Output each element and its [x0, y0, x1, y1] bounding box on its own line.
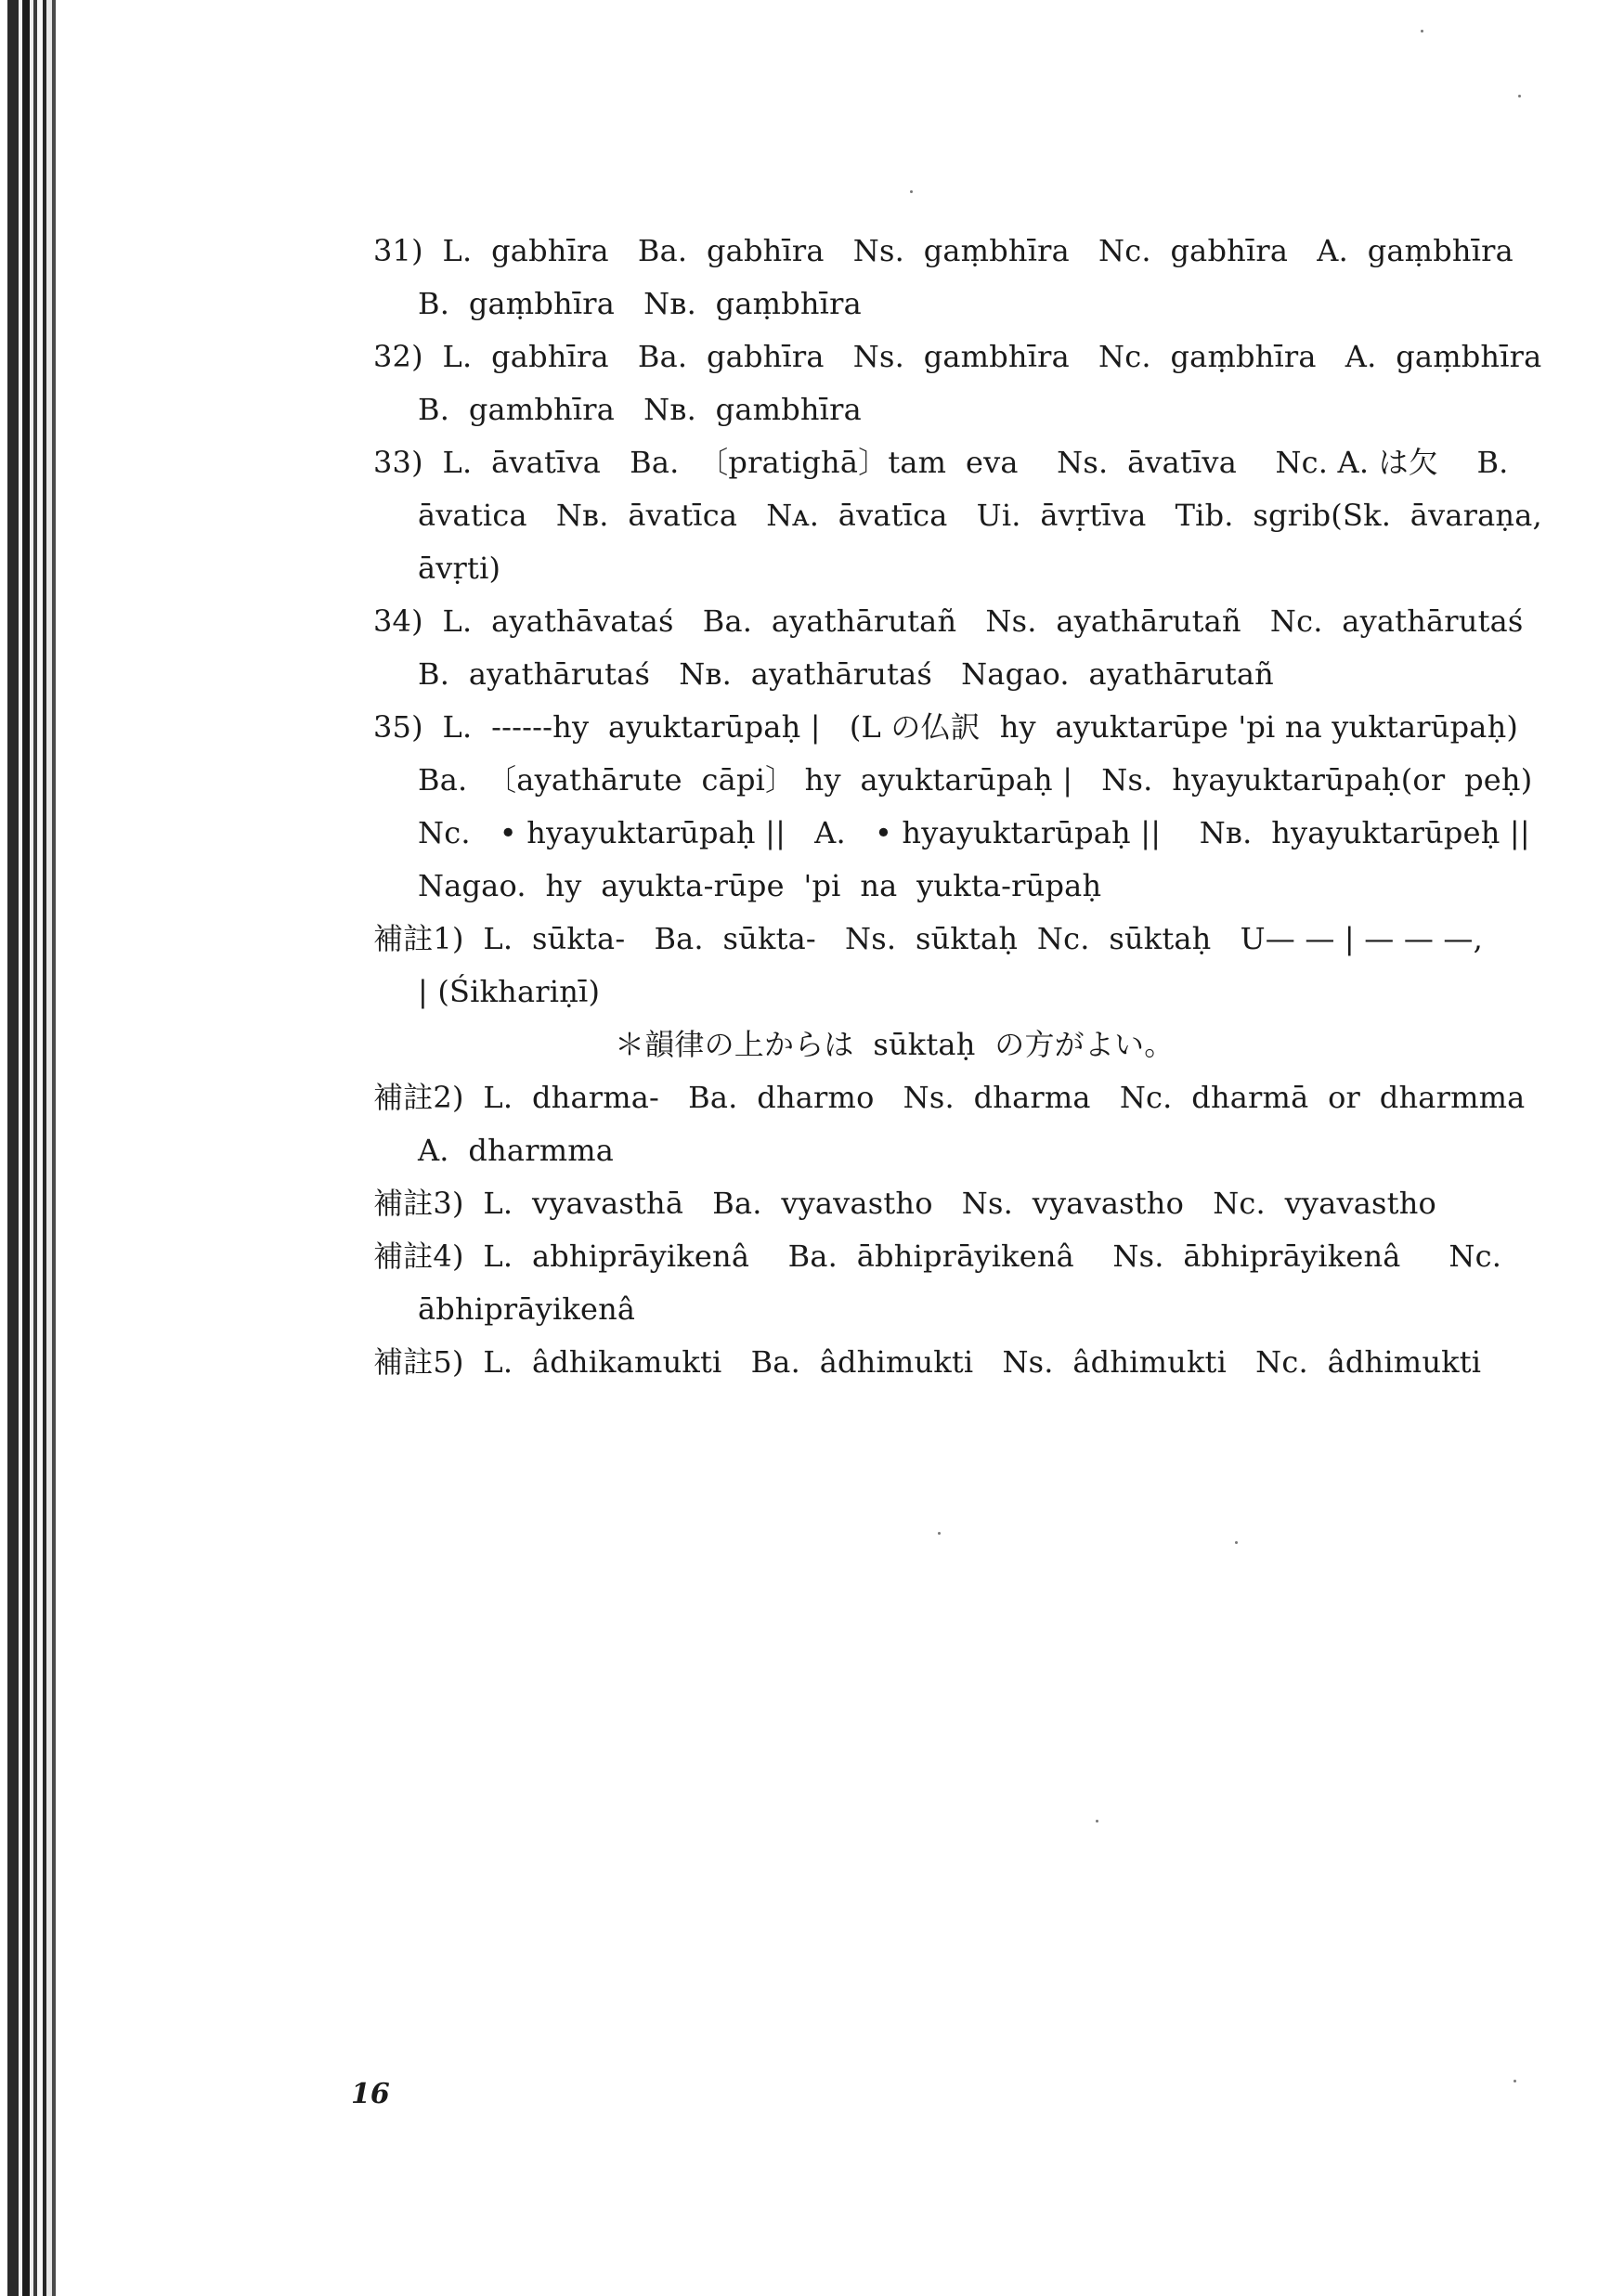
page-number: 16 — [351, 2078, 390, 2110]
note-34-line-1: 34) L. ayathāvataś Ba. ayathārutañ Ns. ayathārutañ Nc. ayathārutaś — [373, 603, 1524, 639]
note-35-line-3: Nc. • hyayuktarūpaḥ || A. • hyayuktarūpaḥ || Nʙ. hyayuktarūpeḥ || — [418, 815, 1530, 850]
note-35-line-2: Ba. 〔ayathārute cāpi〕 hy ayuktarūpaḥ | Ns. hyayuktarūpaḥ(or peḥ) — [418, 762, 1533, 798]
note-33-line-3: āvṛti) — [418, 551, 501, 586]
note-35-line-1: 35) L. ------hy ayuktarūpaḥ | (L の仏訳 hy ayuktarūpe 'pi na yuktarūpaḥ) — [373, 709, 1519, 745]
supplement-1-line-1: 補註1) L. sūkta- Ba. sūkta- Ns. sūktaḥ Nc. sūktaḥ U— — | — — —, — [373, 921, 1483, 956]
supplement-1-remark: ＊韻律の上からは sūktaḥ の方がよい。 — [615, 1027, 1175, 1062]
note-34-line-2: B. ayathārutaś Nʙ. ayathārutaś Nagao. ayathārutañ — [418, 656, 1274, 692]
supplement-3-line-1: 補註3) L. vyavasthā Ba. vyavastho Ns. vyavastho Nc. vyavastho — [373, 1186, 1436, 1221]
note-32-line-2: B. gambhīra Nʙ. gambhīra — [418, 392, 862, 427]
scan-speck — [1518, 95, 1521, 97]
supplement-4-line-2: ābhiprāyikenâ — [418, 1291, 636, 1327]
supplement-5-line-1: 補註5) L. âdhikamukti Ba. âdhimukti Ns. âdhimukti Nc. âdhimukti — [373, 1344, 1482, 1380]
supplement-2-line-1: 補註2) L. dharma- Ba. dharmo Ns. dharma Nc. dharmā or dharmma — [373, 1080, 1526, 1115]
note-33-line-1: 33) L. āvatīva Ba. 〔pratighā〕tam eva Ns. āvatīva Nc. A. は欠 B. — [373, 445, 1509, 480]
supplement-2-line-2: A. dharmma — [418, 1133, 615, 1168]
scan-speck — [1096, 1820, 1098, 1823]
note-32-line-1: 32) L. gabhīra Ba. gabhīra Ns. gambhīra Nc. gaṃbhīra A. gaṃbhīra — [373, 339, 1542, 374]
supplement-4-line-1: 補註4) L. abhiprāyikenâ Ba. ābhiprāyikenâ Ns. ābhiprāyikenâ Nc. — [373, 1239, 1502, 1274]
scan-speck — [1421, 30, 1423, 32]
note-35-line-4: Nagao. hy ayukta-rūpe 'pi na yukta-rūpaḥ — [418, 868, 1102, 903]
supplement-1-line-2: | (Śikhariṇī) — [418, 974, 601, 1009]
scan-speck — [938, 1532, 941, 1535]
scan-speck — [1514, 2080, 1516, 2082]
note-33-line-2: āvatica Nʙ. āvatīca Nᴀ. āvatīca Ui. āvṛtīva Tib. sgrib(Sk. āvaraṇa, — [418, 498, 1542, 533]
scanned-binding-edge — [0, 0, 88, 2296]
scan-speck — [910, 190, 913, 193]
note-31-line-1: 31) L. gabhīra Ba. gabhīra Ns. gaṃbhīra Nc. gabhīra A. gaṃbhīra — [373, 233, 1514, 268]
note-31-line-2: B. gaṃbhīra Nʙ. gaṃbhīra — [418, 286, 862, 321]
scan-speck — [1235, 1541, 1238, 1544]
